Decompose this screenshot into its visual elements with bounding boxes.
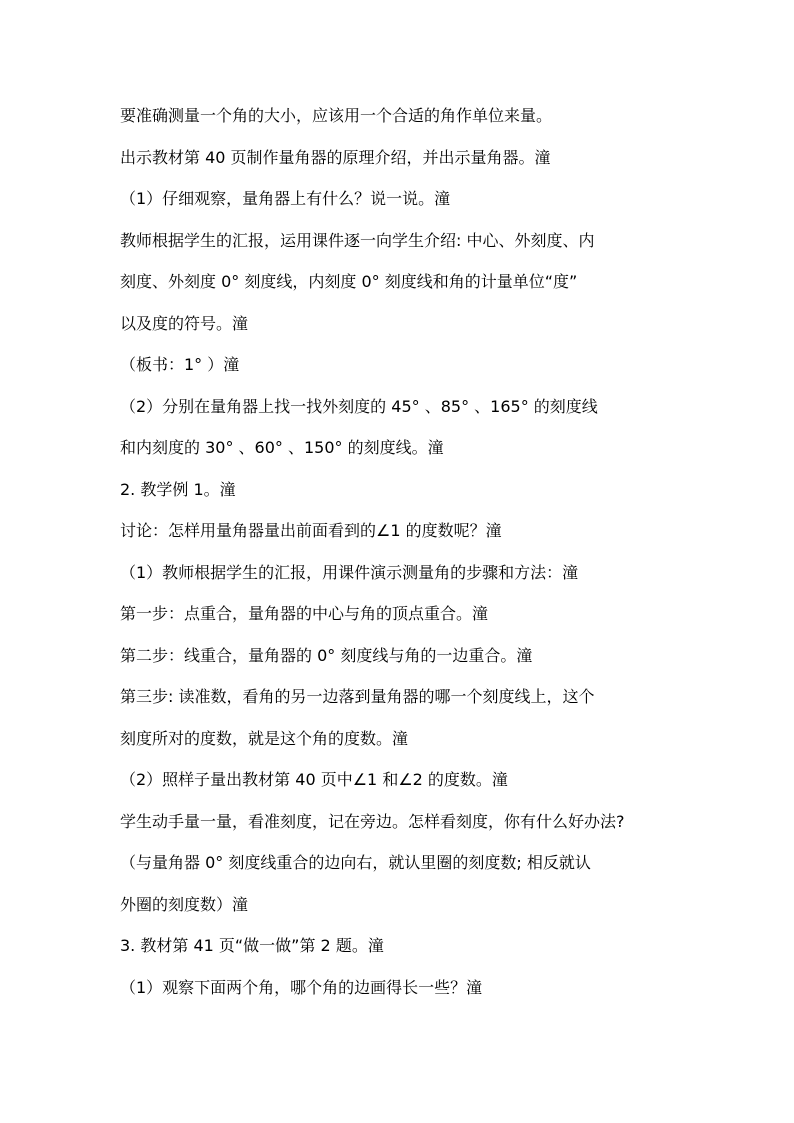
text-line-20: 外圈的刻度数）潼 [120,894,249,914]
text-line-1: 要准确测量一个角的大小，应该用一个合适的角作单位来量。 [120,106,553,125]
text-line-9: 和内刻度的 30° 、60° 、150° 的刻度线。潼 [120,438,444,457]
text-line-14: 第二步：线重合，量角器的 0° 刻度线与角的一边重合。潼 [120,645,533,665]
text-line-15: 第三步: 读准数，看角的另一边落到量角器的哪一个刻度线上，这个 [120,687,595,706]
text-line-12: （1）教师根据学生的汇报，用课件演示测量角的步骤和方法：潼 [120,562,579,582]
text-line-6: 以及度的符号。潼 [120,313,249,333]
text-line-18: 学生动手量一量，看准刻度，记在旁边。怎样看刻度，你有什么好办法? [120,811,625,831]
text-line-2: 出示教材第 40 页制作量角器的原理介绍，并出示量角器。潼 [120,147,551,167]
text-line-8: （2）分别在量角器上找一找外刻度的 45° 、85° 、165° 的刻度线 [120,396,598,416]
text-line-17: （2）照样子量出教材第 40 页中∠1 和∠2 的度数。潼 [120,770,508,789]
text-line-10: 2. 教学例 1。潼 [120,479,236,499]
text-line-16: 刻度所对的度数，就是这个角的度数。潼 [120,728,409,748]
text-line-3: （1）仔细观察，量角器上有什么？说一说。潼 [120,189,451,208]
text-line-21: 3. 教材第 41 页“做一做”第 2 题。潼 [120,936,384,955]
text-line-7: （板书：1° ）潼 [120,355,240,374]
text-line-4: 教师根据学生的汇报，运用课件逐一向学生介绍: 中心、外刻度、内 [120,230,595,250]
document-body [120,99,680,1012]
text-line-13: 第一步：点重合，量角器的中心与角的顶点重合。潼 [120,604,489,623]
text-line-22: （1）观察下面两个角，哪个角的边画得长一些？潼 [120,977,483,997]
text-line-5: 刻度、外刻度 0° 刻度线，内刻度 0° 刻度线和角的计量单位“度” [120,272,578,291]
text-line-19: （与量角器 0° 刻度线重合的边向右，就认里圈的刻度数; 相反就认 [120,853,591,872]
text-line-11: 讨论：怎样用量角器量出前面看到的∠1 的度数呢？潼 [120,521,502,540]
